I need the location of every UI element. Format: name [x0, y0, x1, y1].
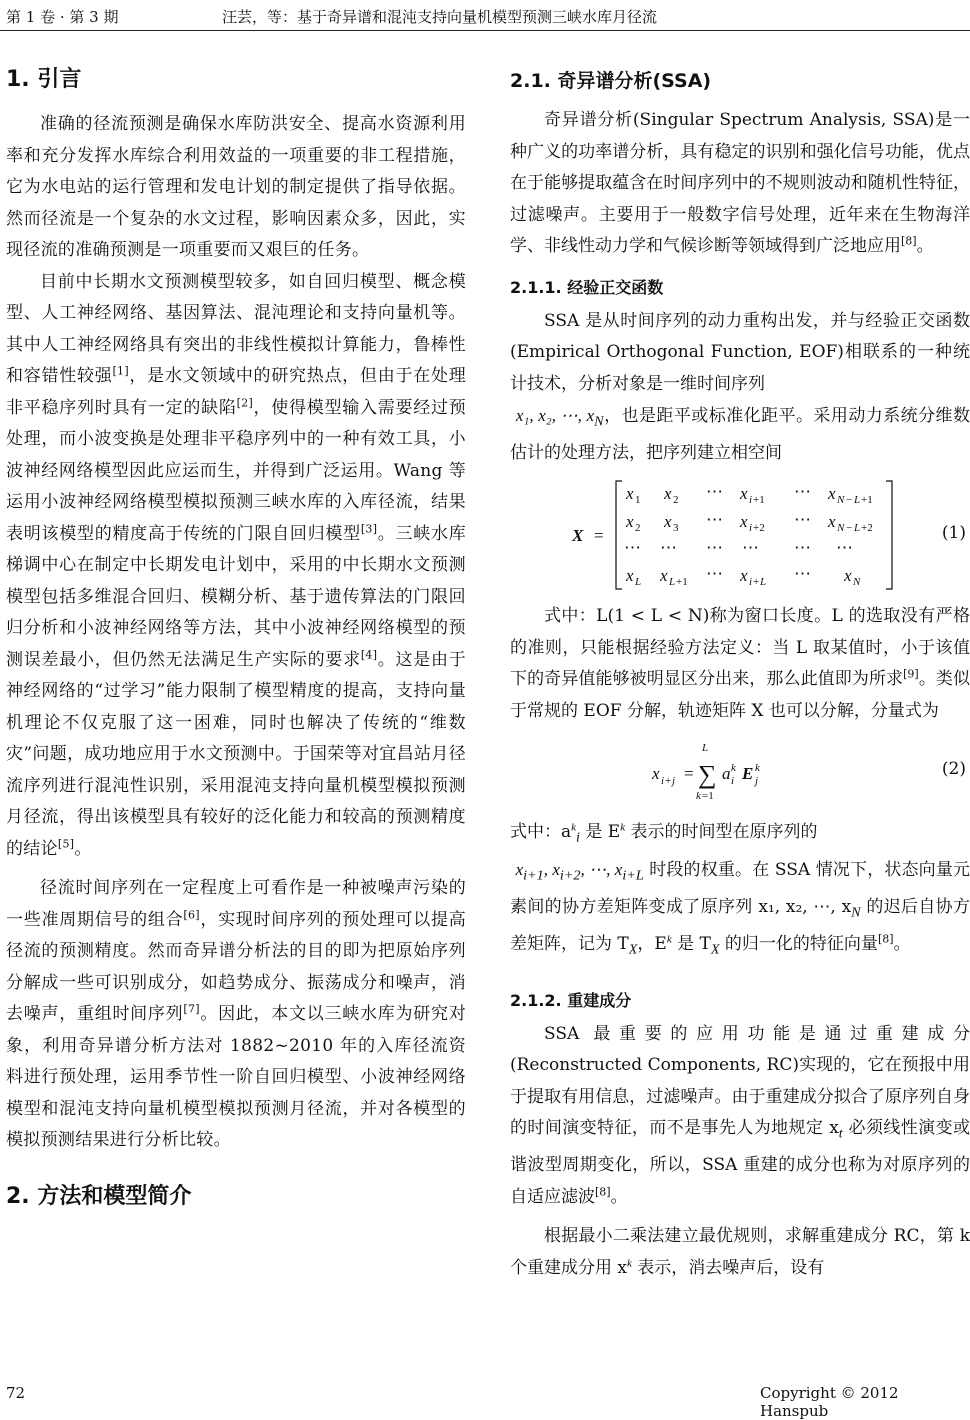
svg-text:x: x [660, 566, 668, 586]
ssa-paragraph: 奇异谱分析(Singular Spectrum Analysis, SSA)是一种广义的功率谱分析，具有稳定的识别和强化信号功能，优点在于能够提取蕴含在时间序列中的不规则波动和随机性特征，过滤噪声。主要用于一般数字信号处理，近年来在生物海洋学、非线性动力学和气候诊断等领域得到广泛地应用[8]。 [510, 110, 970, 256]
svg-text:+1: +1 [861, 494, 873, 507]
svg-text:x: x [740, 512, 748, 532]
svg-text:k: k [755, 762, 760, 775]
svg-text:L: L [854, 522, 861, 535]
svg-text:2: 2 [673, 494, 679, 507]
citation[interactable]: [8] [901, 234, 917, 248]
svg-text:2: 2 [635, 522, 641, 535]
section-heading-intro: 1. 引言 [6, 67, 82, 92]
right-column [510, 48, 970, 1284]
svg-text:i: i [749, 576, 753, 589]
svg-text:x: x [844, 566, 852, 586]
svg-text:L: L [854, 494, 861, 507]
intro-paragraph-2: 目前中长期水文预测模型较多，如自回归模型、概念模型、人工神经网络、基因算法、混沌理论和支持向量机等。其中人工神经网络具有突出的非线性模拟计算能力，鲁棒性和容错性较强[1]，是水文领域中的研究热点，但由于在处理非平稳序列时具有一定的缺陷[2]，使得模型输入需要经过预处理，而小波变换是处理非平稳序列中的一种有效工具，小波神经网络模型因此应运而生，并得到广泛运用。Wang 等运用小波神经网络模型模拟预测三峡水库的入库径流，结果表明该模型的精度高于传统的门限自回归模型[3]。三峡水库梯调中心在制定中长期发电计划中，采用的中长期水文预测模型包括多维混合回归、模糊分析、基于遗传算法的门限回归分析和小波神经网络等方法，其中小波神经网络模型的预测误差最小，但仍然无法满足生产实际的要求[4]。这是由于神经网络的“过学习”能力限制了模型精度的提高，支持向量机理论不仅克服了这一困难，同时也解决了传统的“维数灾”问题，成功地应用于水文预测中。于国荣等对宜昌站月径流序列进行混沌性识别，采用混沌支持向量机模型模拟预测月径流，得出该模型具有较好的泛化能力和较高的预测精度的结论[5]。 [6, 271, 466, 859]
svg-text:k: k [696, 790, 701, 803]
svg-text:N: N [853, 576, 861, 589]
journal-volume: 第 1 卷 · 第 3 期 [6, 8, 119, 26]
svg-text:x: x [740, 566, 748, 586]
citation[interactable]: [8] [595, 1185, 611, 1199]
svg-text:⋯: ⋯ [742, 538, 759, 558]
svg-text:3: 3 [673, 522, 679, 535]
section-heading-methods: 2. 方法和模型简介 [6, 1183, 192, 1209]
svg-text:x: x [652, 764, 660, 784]
decomposition-formula [510, 733, 970, 811]
svg-text:X: X [572, 526, 584, 546]
intro-paragraph-3: 径流时间序列在一定程度上可看作是一种被噪声污染的一些准周期信号的组合[6]，实现时间序列的预处理可以提高径流的预测精度。然而奇异谱分析法的目的即为把原始序列分解成一些可识别成分，如趋势成分、振荡成分和噪声，消去噪声，重组时间序列[7]。因此，本文以三峡水库为研究对象，利用奇异谱分析方法对 1882~2010 年的入库径流资料进行预处理，运用季节性一阶自回归模型、小波神经网络模型和混沌支持向量机模型模拟预测月径流，并对各模型的模拟预测结果进行分析比较。 [6, 878, 466, 1150]
equation-number: (1) [941, 523, 966, 544]
copyright: Copyright © 2012 Hanspub [760, 1384, 899, 1420]
eof-paragraph-cont: x₁, x₂, ⋯, $x_N$，也是距平或标准化距平。采用动力系统分维数估计的处理方法，把序列建立相空间 [510, 406, 970, 463]
svg-text:⋯: ⋯ [624, 538, 641, 558]
citation[interactable]: [8] [877, 932, 894, 946]
svg-text:a: a [722, 764, 731, 784]
citation[interactable]: [7] [183, 1002, 200, 1016]
svg-text:1: 1 [635, 494, 641, 507]
svg-text:+1: +1 [676, 576, 688, 589]
equation-2 [510, 733, 970, 811]
page-number: 72 [6, 1384, 26, 1402]
svg-text:x: x [664, 512, 672, 532]
svg-text:⋯: ⋯ [836, 538, 853, 558]
trajectory-matrix [510, 475, 970, 595]
svg-text:+: + [753, 576, 760, 589]
section-heading-eof: 2.1.1. 经验正交函数 [510, 277, 664, 297]
svg-text:+: + [665, 775, 672, 788]
svg-text:⋯: ⋯ [706, 510, 723, 530]
running-title: 汪芸，等：基于奇异谱和混沌支持向量机模型预测三峡水库月径流 [222, 8, 658, 26]
svg-text:=: = [684, 764, 694, 784]
svg-text:x: x [828, 484, 836, 504]
svg-text:⋯: ⋯ [794, 510, 811, 530]
svg-text:i: i [749, 522, 753, 535]
svg-text:L: L [635, 576, 642, 589]
citation[interactable]: [4] [360, 647, 378, 661]
svg-text:+2: +2 [753, 522, 765, 535]
svg-text:j: j [755, 775, 759, 788]
eof-paragraph: SSA 是从时间序列的动力重构出发，并与经验正交函数(Empirical Orthogonal Function, EOF)相联系的一种统计技术，分析对象是一维时间序列 [510, 310, 970, 394]
citation[interactable]: [6] [183, 907, 200, 921]
rc-paragraph-2: 根据最小二乘法建立最优规则，求解重建成分 RC，第 k 个重建成分用 $x^k$ 表示，消去噪声后，设有 [510, 1226, 970, 1278]
svg-text:N: N [837, 522, 845, 535]
svg-text:L: L [669, 576, 676, 589]
svg-text:⋯: ⋯ [794, 538, 811, 558]
svg-text:N: N [837, 494, 845, 507]
svg-text:⋯: ⋯ [660, 538, 677, 558]
svg-text:x: x [626, 484, 634, 504]
citation[interactable]: [5] [57, 836, 75, 850]
svg-text:i: i [661, 775, 665, 788]
window-length-paragraph: 式中：L(1 < L < N)称为窗口长度。L 的选取没有严格的准则，只能根据经验方法定义：当 L 取某值时，小于该值下的奇异值能够被明显区分出来，那么此值即为所求[9]。类似于常规的 EOF 分解，轨迹矩阵 X 也可以分解，分量式为 [510, 606, 970, 721]
svg-text:x: x [626, 566, 634, 586]
svg-text:x: x [664, 484, 672, 504]
svg-text:⋯: ⋯ [706, 538, 723, 558]
svg-text:=1: =1 [702, 790, 714, 803]
svg-text:i: i [749, 494, 753, 507]
citation[interactable]: [3] [360, 521, 378, 535]
section-heading-rc: 2.1.2. 重建成分 [510, 990, 632, 1010]
svg-text:−: − [846, 494, 853, 507]
svg-text:L: L [702, 742, 709, 755]
svg-text:E: E [742, 764, 754, 784]
section-heading-ssa: 2.1. 奇异谱分析(SSA) [510, 70, 712, 92]
citation[interactable]: [1] [112, 364, 129, 378]
svg-text:k: k [731, 762, 736, 775]
svg-text:x: x [828, 512, 836, 532]
svg-text:x: x [740, 484, 748, 504]
svg-text:j: j [672, 775, 676, 788]
citation[interactable]: [9] [903, 667, 919, 681]
weight-paragraph: 式中：$a^k_i$ 是 $E^k$ 表示的时间型在原序列的 [510, 821, 818, 846]
running-header [0, 0, 970, 31]
svg-text:⋯: ⋯ [794, 482, 811, 502]
svg-text:i: i [731, 775, 735, 788]
rc-paragraph: SSA 最重要的应用功能是通过重建成分(Reconstructed Components, RC)实现的，它在预报中用于提取有用信息，过滤噪声。由于重建成分拟合了原序列自身的时间演变特征，而不是事先人为地规定 $x_t$ 必须线性演变或谐波型周期变化，所以，SSA 重建的成分也称为对原序列的自适应滤波[8]。 [510, 1023, 970, 1207]
svg-text:⋯: ⋯ [794, 564, 811, 584]
equation-number: (2) [941, 759, 966, 780]
svg-text:⋯: ⋯ [706, 482, 723, 502]
svg-text:+1: +1 [753, 494, 765, 507]
svg-text:+2: +2 [861, 522, 873, 535]
svg-text:−: − [846, 522, 853, 535]
left-column [6, 48, 466, 1226]
svg-text:⋯: ⋯ [706, 564, 723, 584]
equation-1 [510, 475, 970, 595]
svg-text:∑: ∑ [698, 760, 717, 790]
svg-text:x: x [626, 512, 634, 532]
citation[interactable]: [2] [236, 395, 254, 409]
weight-paragraph-cont: $x_{i+1}$, $x_{i+2}$, ⋯, $x_{i+L}$ 时段的权重。在 SSA 情况下，状态向量元素间的协方差矩阵变成了原序列 x₁, x₂, ⋯, $x_N$ 的迟后自协方差矩阵，记为 $T_X$，$E^k$ 是 $T_X$ 的归一化的特征向量[8]。 [510, 860, 970, 958]
svg-text:L: L [760, 576, 767, 589]
intro-paragraph-1: 准确的径流预测是确保水库防洪安全、提高水资源利用率和充分发挥水库综合利用效益的一项重要的非工程措施，它为水电站的运行管理和发电计划的制定提供了指导依据。然而径流是一个复杂的水文过程，影响因素众多，因此，实现径流的准确预测是一项重要而又艰巨的任务。 [6, 114, 466, 260]
svg-text:=: = [594, 526, 604, 546]
